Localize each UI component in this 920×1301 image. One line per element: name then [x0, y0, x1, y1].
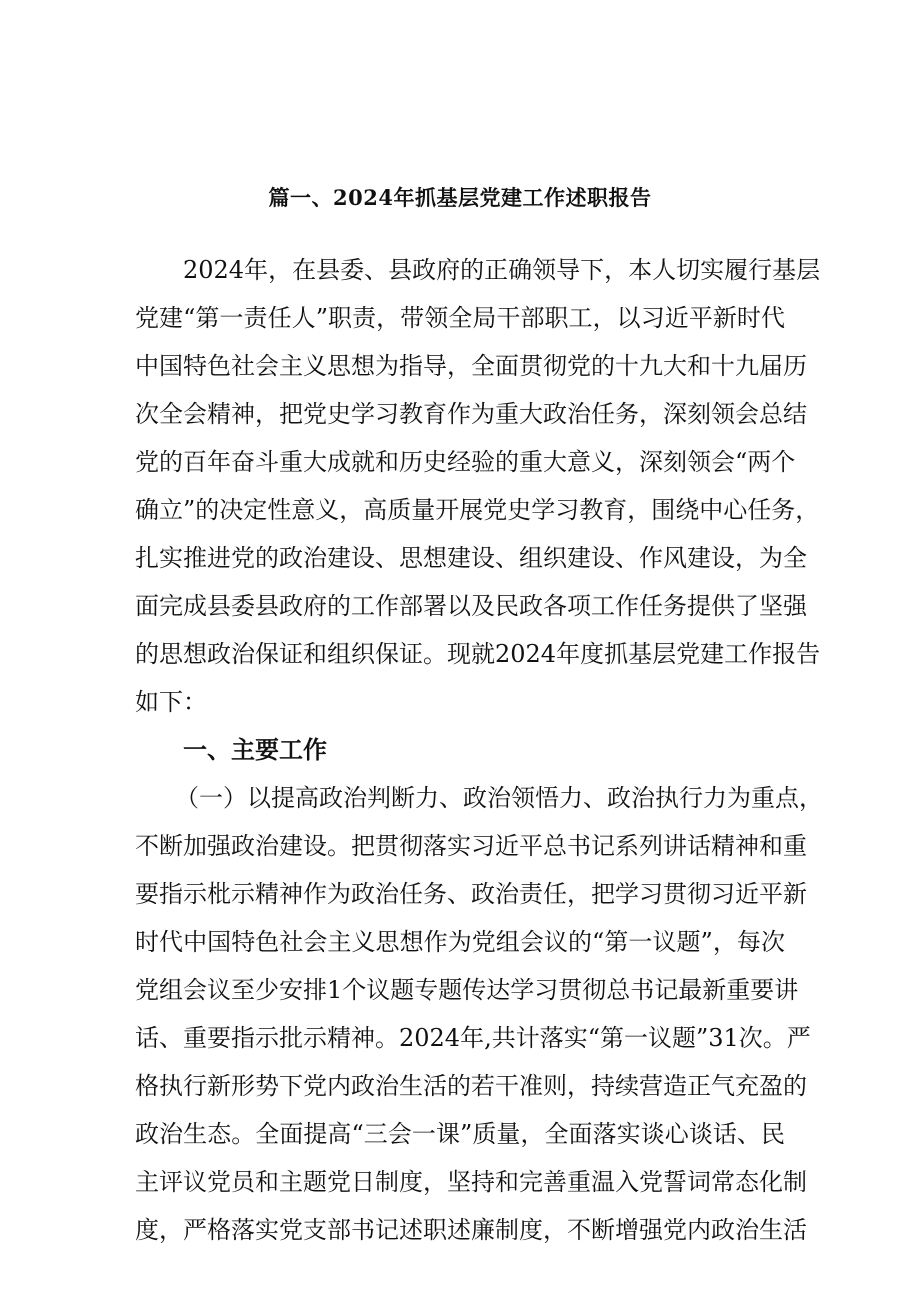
paragraph-1-line-1: 2024年，在县委、县政府的正确领导下，本人切实履行基层	[183, 256, 821, 284]
paragraph-1-line-7: 扎实推进党的政治建设、思想建设、组织建设、作风建设，为全	[135, 544, 807, 572]
paragraph-1-line-6: 确立”的决定性意义，高质量开展党史学习教育，围绕中心任务，	[135, 496, 820, 524]
paragraph-1-line-9: 的思想政治保证和组织保证。现就2024年度抓基层党建工作报告	[135, 640, 821, 668]
paragraph-1-line-2: 党建“第一责任人”职责，带领全局干部职工，以习近平新时代	[135, 304, 785, 332]
section-heading-1: 一、主要工作	[183, 735, 327, 764]
paragraph-1-line-4: 次全会精神，把党史学习教育作为重大政治任务，深刻领会总结	[135, 400, 807, 428]
paragraph-2-line-8: 政治生态。全面提高“三会一课”质量，全面落实谈心谈话、民	[135, 1120, 785, 1148]
paragraph-2-line-9: 主评议党员和主题党日制度，坚持和完善重温入党誓词常态化制	[135, 1168, 807, 1196]
paragraph-2-line-10: 度，严格落实党支部书记述职述廉制度，不断增强党内政治生活	[135, 1216, 807, 1244]
document-title: 篇一、2024年抓基层党建工作述职报告	[268, 185, 652, 210]
paragraph-2-line-6: 话、重要指示批示精神。2024年,共计落实“第一议题”31次。严	[135, 1024, 811, 1052]
paragraph-2-line-1: （一）以提高政治判断力、政治领悟力、政治执行力为重点，	[175, 784, 823, 812]
paragraph-1-line-5: 党的百年奋斗重大成就和历史经验的重大意义，深刻领会“两个	[135, 448, 796, 476]
paragraph-2-line-3: 要指示枇示精神作为政治任务、政治责任，把学习贯彻习近平新	[135, 880, 807, 908]
paragraph-2-line-4: 时代中国特色社会主义思想作为党组会议的“第一议题”，每次	[135, 928, 785, 956]
paragraph-2-line-7: 格执行新形势下党内政治生活的若干准则，持续营造正气充盈的	[135, 1072, 807, 1100]
paragraph-2-line-5: 党组会议至少安排1个议题专题传达学习贯彻总书记最新重要讲	[135, 976, 799, 1004]
paragraph-2-line-2: 不断加强政治建设。把贯彻落实习近平总书记系列讲话精神和重	[135, 832, 807, 860]
paragraph-1-line-10: 如下：	[135, 688, 207, 716]
paragraph-1-line-3: 中国特色社会主义思想为指导，全面贯彻党的十九大和十九届历	[135, 352, 807, 380]
paragraph-1-line-8: 面完成县委县政府的工作部署以及民政各项工作任务提供了坚强	[135, 592, 807, 620]
